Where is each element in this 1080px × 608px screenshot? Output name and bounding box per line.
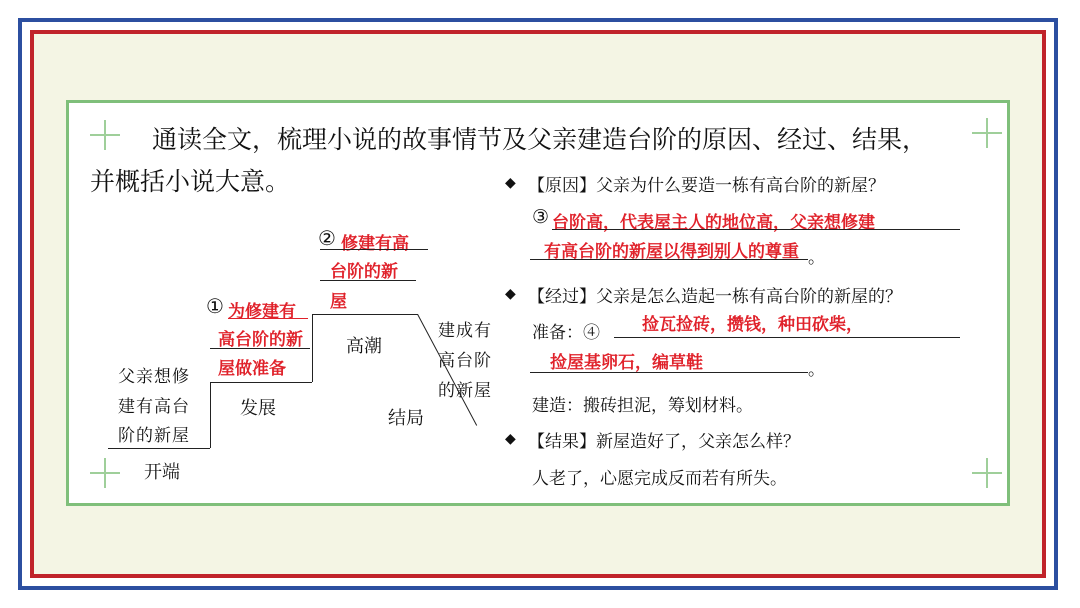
corner-cross-icon <box>90 458 120 488</box>
prep-answer-1: 捡瓦捡砖，攒钱，种田砍柴， <box>642 315 863 335</box>
instruction-line1: 通读全文，梳理小说的故事情节及父亲建造台阶的原因、经过、结果， <box>152 125 928 154</box>
bullet-icon: ◆ <box>505 431 516 447</box>
step1-answer-2: 高台阶的新 <box>218 330 303 350</box>
prep-answer-2: 捡屋基卵石，编草鞋 <box>550 353 703 373</box>
prep-period: 。 <box>808 360 825 380</box>
ending-label: 结局 <box>388 408 424 429</box>
reason-answer-1: 台阶高，代表屋主人的地位高，父亲想修建 <box>552 213 875 233</box>
corner-cross-icon <box>90 120 120 150</box>
end-text-1: 建成有 <box>438 321 492 341</box>
instruction-line2: 并概括小说大意。 <box>90 167 291 196</box>
step1-answer-1: 为修建有 <box>228 302 296 322</box>
corner-cross-icon <box>972 458 1002 488</box>
step2-answer-3: 屋 <box>330 292 347 312</box>
process-question: 【经过】父亲是怎么造起一栋有高台阶的新屋的？ <box>528 287 902 307</box>
reason-number: ③ <box>532 206 550 228</box>
bullet-icon: ◆ <box>505 175 516 191</box>
end-text-3: 的新屋 <box>438 381 492 401</box>
step2-answer-1: 修建有高 <box>341 234 409 254</box>
reason-period: 。 <box>808 248 825 268</box>
bullet-icon: ◆ <box>505 286 516 302</box>
start-text-2: 建有高台 <box>118 397 190 417</box>
end-text-2: 高台阶 <box>438 351 492 371</box>
step2-number: ② <box>318 226 336 250</box>
start-text-3: 阶的新屋 <box>118 426 190 446</box>
develop-label: 发展 <box>240 398 276 419</box>
prep-label: 准备：④ <box>532 323 600 343</box>
reason-answer-2: 有高台阶的新屋以得到别人的尊重 <box>544 242 799 262</box>
step2-answer-2: 台阶的新 <box>330 262 398 282</box>
result-text: 人老了，心愿完成反而若有所失。 <box>532 469 787 489</box>
start-text-1: 父亲想修 <box>118 367 190 387</box>
start-label: 开端 <box>144 462 180 483</box>
step1-number: ① <box>206 294 224 318</box>
climax-label: 高潮 <box>346 336 382 357</box>
reason-question: 【原因】父亲为什么要造一栋有高台阶的新屋？ <box>528 176 885 196</box>
result-question: 【结果】新屋造好了，父亲怎么样？ <box>528 432 800 452</box>
step1-answer-3: 屋做准备 <box>218 359 286 379</box>
corner-cross-icon <box>972 118 1002 148</box>
build-text: 建造：搬砖担泥，筹划材料。 <box>532 396 753 416</box>
